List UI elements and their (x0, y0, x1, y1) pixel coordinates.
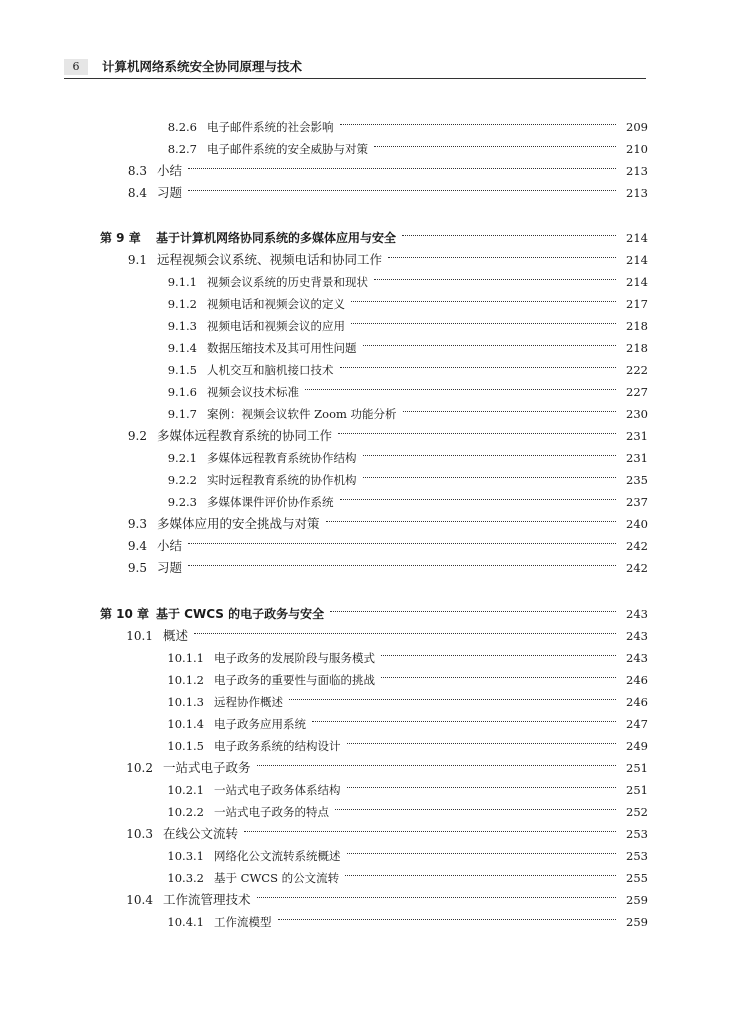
dot-leader (340, 104, 617, 125)
dot-leader (194, 613, 616, 634)
toc-entry-number: 9.1.1 (167, 275, 197, 289)
dot-leader (289, 679, 616, 700)
toc-page-number: 259 (626, 915, 648, 929)
toc-page-number: 255 (626, 871, 648, 885)
book-title: 计算机网络系统安全协同原理与技术 (102, 59, 303, 74)
toc-entry-number: 10.2 (126, 761, 153, 775)
toc-entry-number: 10.1.5 (167, 739, 204, 753)
toc-section-entry (100, 176, 648, 200)
toc-subsection-entry (100, 905, 648, 929)
toc-page-number: 213 (626, 164, 648, 178)
toc-page-number: 227 (626, 385, 648, 399)
toc-page-number: 214 (626, 231, 648, 245)
dot-leader (347, 723, 617, 744)
toc-page-number: 214 (626, 275, 648, 289)
toc-entry-number: 10.3.2 (167, 871, 204, 885)
toc-entry-title: 工作流模型 (214, 915, 272, 929)
dot-leader (188, 523, 616, 544)
toc-entry-title: 基于 CWCS 的电子政务与安全 (156, 607, 325, 621)
dot-leader (188, 545, 616, 566)
toc-page-number: 247 (626, 717, 648, 731)
toc-entry-number: 8.3 (127, 164, 147, 178)
toc-entry-number: 8.2.7 (167, 142, 197, 156)
toc-entry-number: 9.1.2 (167, 297, 197, 311)
toc-page-number: 222 (626, 363, 648, 377)
toc-entry-number: 10.1.1 (167, 651, 204, 665)
toc-entry-number: 10.2.2 (167, 805, 204, 819)
toc-entry-title: 一站式电子政务体系结构 (214, 783, 341, 797)
toc-entry-number: 10.4 (126, 893, 153, 907)
toc-page-number: 242 (626, 539, 648, 553)
dot-leader (388, 237, 616, 258)
toc-entry-title: 人机交互和脑机接口技术 (207, 363, 334, 377)
dot-leader (363, 435, 617, 456)
toc-entry-number: 9.5 (127, 561, 147, 575)
toc-entry-number: 9.2 (127, 429, 147, 443)
dot-leader (403, 391, 616, 412)
dot-leader (381, 635, 616, 656)
toc-entry-title: 多媒体应用的安全挑战与对策 (157, 516, 320, 531)
toc-entry-title: 小结 (157, 538, 183, 553)
toc-entry-title: 习题 (157, 560, 183, 575)
toc-page-number: 246 (626, 673, 648, 687)
toc-page-number: 231 (626, 429, 648, 443)
dot-leader (188, 170, 616, 191)
toc-entry-title: 多媒体远程教育系统协作结构 (207, 451, 357, 465)
toc-entry-title: 电子邮件系统的社会影响 (207, 120, 334, 134)
toc-page-number: 253 (626, 849, 648, 863)
dot-leader (326, 501, 616, 522)
toc-entry-number: 9.1 (127, 253, 147, 267)
dot-leader (257, 745, 616, 766)
toc-page-number: 230 (626, 407, 648, 421)
toc-entry-title: 基于 CWCS 的公文流转 (214, 871, 340, 885)
toc-page-number: 231 (626, 451, 648, 465)
dot-leader (244, 811, 616, 832)
toc-page-number: 243 (626, 651, 648, 665)
toc-entry-title: 远程视频会议系统、视频电话和协同工作 (157, 252, 383, 267)
toc-entry-number: 10.1 (126, 629, 153, 643)
toc-page-number: 210 (626, 142, 648, 156)
dot-leader (381, 657, 616, 678)
toc-entry-title: 多媒体远程教育系统的协同工作 (157, 428, 333, 443)
dot-leader (188, 148, 616, 169)
toc-page-number: 235 (626, 473, 648, 487)
toc-entry-title: 视频电话和视频会议的定义 (207, 297, 345, 311)
toc-entry-number: 10.2.1 (167, 783, 204, 797)
dot-leader (351, 281, 616, 302)
toc-entry-number: 8.4 (127, 186, 147, 200)
toc-page-number: 251 (626, 761, 648, 775)
toc-page-number: 209 (626, 120, 648, 134)
toc-entry-number: 9.3 (127, 517, 147, 531)
dot-leader (335, 789, 616, 810)
dot-leader (402, 215, 616, 236)
toc-entry-title: 电子政务应用系统 (214, 717, 306, 731)
toc-page-number: 217 (626, 297, 648, 311)
toc-entry-number: 9.2.1 (167, 451, 197, 465)
toc-entry-number: 9.4 (127, 539, 147, 553)
toc-entry-title: 视频会议系统的历史背景和现状 (207, 275, 368, 289)
toc-entry-title: 概述 (163, 628, 189, 643)
toc-page-number: 259 (626, 893, 648, 907)
toc-entry-title: 一站式电子政务的特点 (214, 805, 329, 819)
toc-entry-number: 9.1.4 (167, 341, 197, 355)
toc-entry-number: 10.3.1 (167, 849, 204, 863)
toc-entry-number: 第 10 章 (100, 607, 150, 621)
toc-entry-number: 9.1.3 (167, 319, 197, 333)
toc-entry-title: 网络化公文流转系统概述 (214, 849, 341, 863)
toc-entry-number: 8.2.6 (167, 120, 197, 134)
page-number: 6 (64, 59, 88, 75)
toc-page-number: 218 (626, 341, 648, 355)
toc-entry-number: 10.1.2 (167, 673, 204, 687)
toc-page-number: 243 (626, 629, 648, 643)
toc-page-number: 242 (626, 561, 648, 575)
toc-entry-title: 视频电话和视频会议的应用 (207, 319, 345, 333)
toc-entry-title: 一站式电子政务 (163, 760, 251, 775)
dot-leader (374, 126, 616, 147)
toc-entry-number: 9.1.7 (167, 407, 197, 421)
toc-page-number: 213 (626, 186, 648, 200)
dot-leader (363, 457, 617, 478)
dot-leader (347, 767, 617, 788)
toc-page-number: 237 (626, 495, 648, 509)
toc-entry-title: 视频会议技术标准 (207, 385, 299, 399)
toc-page-number: 249 (626, 739, 648, 753)
toc-entry-title: 电子政务系统的结构设计 (214, 739, 341, 753)
dot-leader (351, 303, 616, 324)
toc-entry-title: 习题 (157, 185, 183, 200)
toc-entry-number: 10.1.4 (167, 717, 204, 731)
toc-entry-title: 电子政务的发展阶段与服务模式 (214, 651, 375, 665)
toc-page-number: 252 (626, 805, 648, 819)
toc-entry-number: 9.1.5 (167, 363, 197, 377)
dot-leader (278, 899, 617, 920)
dot-leader (363, 325, 617, 346)
toc-page-number: 218 (626, 319, 648, 333)
dot-leader (338, 413, 616, 434)
dot-leader (340, 347, 617, 368)
toc-entry-number: 9.1.6 (167, 385, 197, 399)
toc-entry-number: 9.2.2 (167, 473, 197, 487)
dot-leader (340, 479, 617, 500)
dot-leader (345, 855, 616, 876)
dot-leader (347, 833, 617, 854)
toc-entry-number: 第 9 章 (100, 231, 141, 245)
toc-page-number: 251 (626, 783, 648, 797)
toc-section-entry (100, 551, 648, 575)
toc-page-number: 243 (626, 607, 648, 621)
toc-entry-title: 电子政务的重要性与面临的挑战 (214, 673, 375, 687)
toc-entry-number: 10.1.3 (167, 695, 204, 709)
toc-entry-title: 工作流管理技术 (163, 892, 251, 907)
dot-leader (305, 369, 616, 390)
dot-leader (257, 877, 616, 898)
toc-page-number: 240 (626, 517, 648, 531)
dot-leader (374, 259, 616, 280)
toc-entry-title: 远程协作概述 (214, 695, 283, 709)
toc-entry-title: 基于计算机网络协同系统的多媒体应用与安全 (156, 231, 397, 245)
running-header (64, 58, 646, 79)
toc-entry-title: 案例：视频会议软件 Zoom 功能分析 (207, 407, 397, 421)
toc-entry-number: 9.2.3 (167, 495, 197, 509)
toc-entry-title: 数据压缩技术及其可用性问题 (207, 341, 357, 355)
toc-entry-title: 实时远程教育系统的协作机构 (207, 473, 357, 487)
toc-entry-number: 10.3 (126, 827, 153, 841)
dot-leader (330, 591, 616, 612)
toc-entry-title: 电子邮件系统的安全威胁与对策 (207, 142, 368, 156)
toc-page-number: 253 (626, 827, 648, 841)
toc-page-number: 246 (626, 695, 648, 709)
dot-leader (312, 701, 616, 722)
toc-entry-title: 在线公文流转 (163, 826, 239, 841)
toc-entry-number: 10.4.1 (167, 915, 204, 929)
toc-entry-title: 小结 (157, 163, 183, 178)
toc-page-number: 214 (626, 253, 648, 267)
toc-entry-title: 多媒体课件评价协作系统 (207, 495, 334, 509)
